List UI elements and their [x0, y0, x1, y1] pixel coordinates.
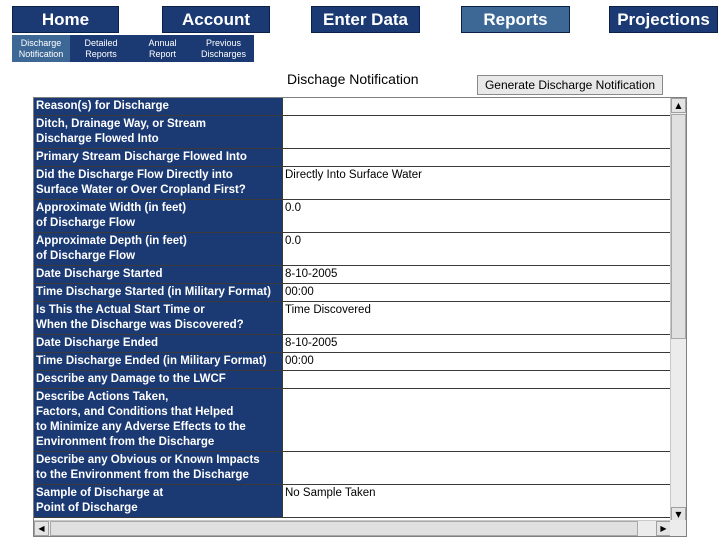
form-row	[34, 149, 671, 167]
form-row-value[interactable]	[283, 116, 671, 148]
form-row-value[interactable]: 00:00	[285, 286, 314, 298]
form-row-value[interactable]	[283, 149, 671, 166]
form-row-label: Reason(s) for Discharge	[34, 98, 283, 115]
form-row-label: Sample of Discharge at Point of Discharge	[34, 485, 283, 517]
form-row-label: Describe Actions Taken, Factors, and Conditions that Helped to Minimize any Adverse Effects to the Environment from the Discharge	[34, 389, 283, 451]
discharge-form-rows	[34, 98, 671, 518]
vertical-scroll-thumb[interactable]	[671, 114, 686, 339]
form-row-label: Primary Stream Discharge Flowed Into	[34, 149, 283, 166]
form-row	[34, 266, 671, 284]
form-row-label: Date Discharge Started	[34, 266, 283, 283]
subnav-discharge-notification[interactable]: Discharge Notification	[12, 35, 70, 62]
scroll-down-arrow-icon[interactable]: ▼	[671, 507, 686, 522]
horizontal-scrollbar[interactable]	[34, 520, 671, 536]
form-row	[34, 116, 671, 149]
form-row-label: Date Discharge Ended	[34, 335, 283, 352]
form-row-label: Is This the Actual Start Time or When the Discharge was Discovered?	[34, 302, 283, 334]
scroll-left-arrow-icon[interactable]: ◀	[34, 521, 49, 536]
form-row-value[interactable]: 8-10-2005	[285, 268, 338, 280]
form-row-value[interactable]	[283, 389, 671, 451]
discharge-form-frame	[33, 97, 687, 537]
scroll-up-arrow-icon[interactable]: ▲	[671, 98, 686, 113]
form-row	[34, 485, 671, 518]
form-row	[34, 233, 671, 266]
form-row-label: Time Discharge Ended (in Military Format)	[34, 353, 283, 370]
form-row-value[interactable]: Time Discovered	[285, 304, 371, 316]
nav-account-button[interactable]: Account	[162, 6, 270, 33]
nav-home-button[interactable]: Home	[12, 6, 119, 33]
form-row-label: Describe any Obvious or Known Impacts to the Environment from the Discharge	[34, 452, 283, 484]
form-row	[34, 335, 671, 353]
form-row-value[interactable]	[283, 98, 671, 115]
nav-projections-button[interactable]: Projections	[609, 6, 718, 33]
form-row-value[interactable]	[283, 371, 671, 388]
scrollbar-corner	[670, 520, 686, 536]
reports-subnav	[12, 35, 254, 62]
form-row	[34, 284, 671, 302]
horizontal-scroll-thumb[interactable]	[50, 521, 638, 536]
form-row-label: Approximate Depth (in feet) of Discharge Flow	[34, 233, 283, 265]
subnav-previous-discharges[interactable]: Previous Discharges	[200, 37, 247, 59]
generate-discharge-notification-button[interactable]: Generate Discharge Notification	[477, 75, 663, 95]
form-row-label: Describe any Damage to the LWCF	[34, 371, 283, 388]
form-row	[34, 353, 671, 371]
subnav-annual-report[interactable]: Annual Report	[148, 37, 177, 59]
vertical-scrollbar[interactable]	[670, 98, 686, 522]
form-row-value[interactable]: Directly Into Surface Water	[285, 169, 422, 181]
form-row	[34, 200, 671, 233]
form-row	[34, 167, 671, 200]
form-row-value[interactable]: 8-10-2005	[285, 337, 338, 349]
form-row-value[interactable]: 0.0	[285, 202, 301, 214]
form-row-value[interactable]: No Sample Taken	[285, 487, 376, 499]
form-row	[34, 389, 671, 452]
form-row-label: Ditch, Drainage Way, or Stream Discharge Flowed Into	[34, 116, 283, 148]
nav-enter-data-button[interactable]: Enter Data	[311, 6, 420, 33]
page-title: Dischage Notification	[287, 71, 419, 87]
form-row-value[interactable]: 00:00	[285, 355, 314, 367]
nav-reports-button[interactable]: Reports	[461, 6, 570, 33]
form-row	[34, 452, 671, 485]
subnav-detailed-reports[interactable]: Detailed Reports	[84, 37, 118, 59]
form-row	[34, 371, 671, 389]
form-row-label: Time Discharge Started (in Military Format)	[34, 284, 283, 301]
form-row	[34, 98, 671, 116]
form-row	[34, 302, 671, 335]
form-row-label: Did the Discharge Flow Directly into Surface Water or Over Cropland First?	[34, 167, 283, 199]
form-row-value[interactable]: 0.0	[285, 235, 301, 247]
scroll-right-arrow-icon[interactable]: ▶	[656, 521, 671, 536]
form-row-label: Approximate Width (in feet) of Discharge Flow	[34, 200, 283, 232]
form-row-value[interactable]	[283, 452, 671, 484]
